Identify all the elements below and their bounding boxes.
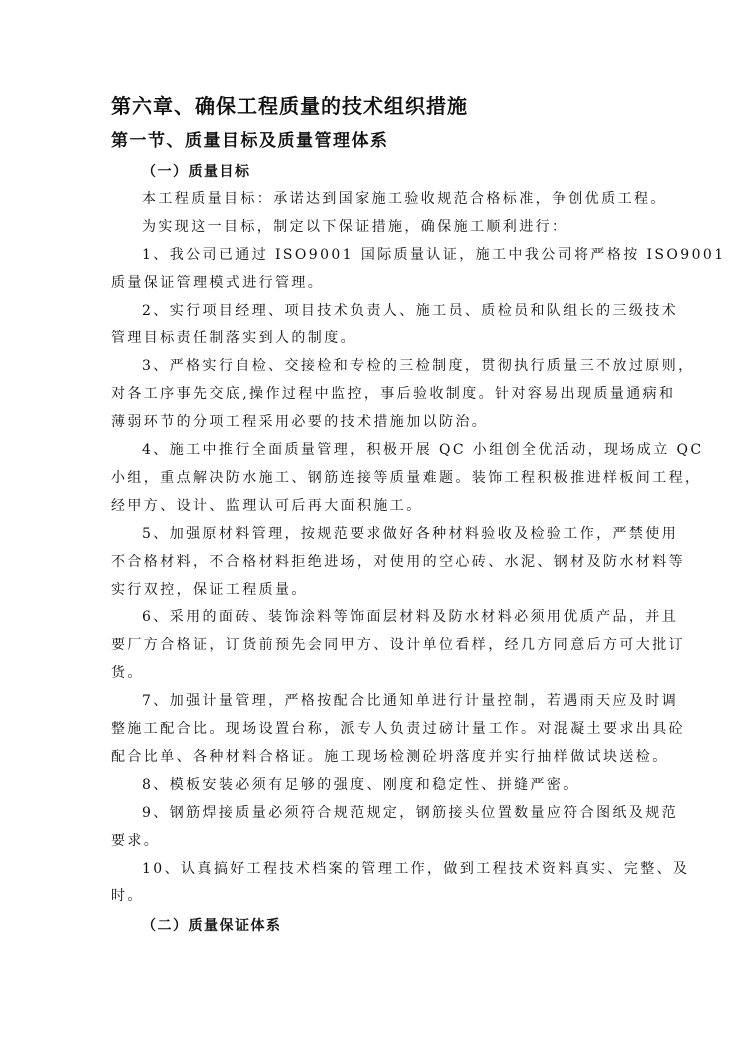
chapter-title: 第六章、确保工程质量的技术组织措施 (111, 94, 468, 118)
paragraph-line: 质量保证管理模式进行管理。 (111, 275, 325, 291)
paragraph-line: 整施工配合比。现场设置台称，派专人负责过磅计量工作。对混凝土要求出具砼 (111, 721, 685, 737)
paragraph-line: 3、严格实行自检、交接检和专检的三检制度，贯彻执行质量三不放过原则， (142, 358, 695, 374)
paragraph-line: 时。 (111, 888, 144, 904)
paragraph-line: 实行双控，保证工程质量。 (111, 582, 308, 598)
paragraph-line: 小组，重点解决防水施工、钢筋连接等质量难题。装饰工程积极推进样板间工程， (111, 470, 702, 486)
paragraph-line: 1、我公司已通过 ISO9001 国际质量认证，施工中我公司将严格按 ISO9001 (142, 247, 726, 263)
paragraph-line: 要求。 (111, 833, 161, 849)
subsection-heading-quality-assurance: （二）质量保证体系 (142, 918, 282, 934)
paragraph-line: 薄弱环节的分项工程采用必要的技术措施加以防治。 (111, 414, 489, 430)
subsection-heading-quality-goal: （一）质量目标 (142, 164, 251, 180)
paragraph-line: 货。 (111, 665, 144, 681)
paragraph-line: 不合格材料，不合格材料拒绝进场，对使用的空心砖、水泥、钢材及防水材料等 (111, 554, 685, 570)
paragraph-line: 9、钢筋焊接质量必须符合规范规定，钢筋接头位置数量应符合图纸及规范 (142, 805, 679, 821)
paragraph-line: 对各工序事先交底,操作过程中监控，事后验收制度。针对容易出现质量通病和 (111, 386, 676, 402)
paragraph-line: 本工程质量目标：承诺达到国家施工验收规范合格标准，争创优质工程。 (142, 191, 667, 207)
section-title: 第一节、质量目标及质量管理体系 (111, 131, 389, 151)
paragraph-line: 经甲方、设计、监理认可后再大面积施工。 (111, 498, 423, 514)
paragraph-line: 要厂方合格证，订货前预先会同甲方、设计单位看样，经几方同意后方可大批订 (111, 637, 685, 653)
paragraph-line: 为实现这一目标，制定以下保证措施，确保施工顺利进行： (142, 219, 569, 235)
paragraph-line: 2、实行项目经理、项目技术负责人、施工员、质检员和队组长的三级技术 (142, 303, 679, 319)
paragraph-line: 管理目标责任制落实到人的制度。 (111, 330, 357, 346)
paragraph-line: 6、采用的面砖、装饰涂料等饰面层材料及防水材料必须用优质产品，并且 (142, 609, 679, 625)
paragraph-line: 配合比单、各种材料合格证。施工现场检测砼坍落度并实行抽样做试块送检。 (111, 749, 669, 765)
paragraph-line: 8、模板安装必须有足够的强度、刚度和稳定性、拼缝严密。 (142, 777, 580, 793)
paragraph-line: 5、加强原材料管理，按规范要求做好各种材料验收及检验工作，严禁使用 (142, 526, 679, 542)
paragraph-line: 4、施工中推行全面质量管理，积极开展 QC 小组创全优活动，现场成立 QC (142, 442, 704, 458)
paragraph-line: 10、认真搞好工程技术档案的管理工作，做到工程技术资料真实、完整、及 (142, 861, 690, 877)
paragraph-line: 7、加强计量管理，严格按配合比通知单进行计量控制，若遇雨天应及时调 (142, 693, 679, 709)
